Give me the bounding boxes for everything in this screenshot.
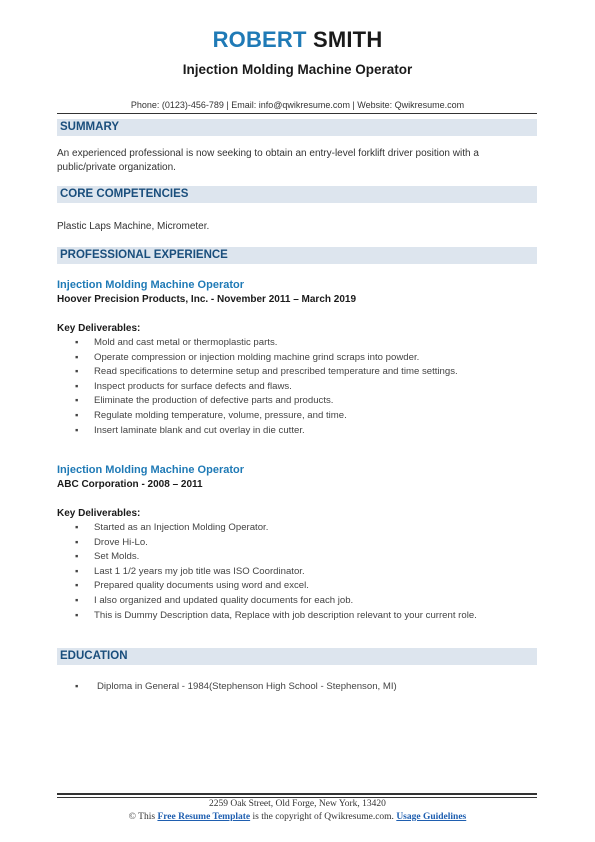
copyright-middle: is the copyright of Qwikresume.com. (252, 812, 394, 822)
bullet-icon: ▪ (75, 409, 79, 421)
bullet-icon: ▪ (75, 551, 79, 563)
list-item: ▪ Insert laminate blank and cut overlay in die cutter. (75, 424, 458, 439)
footer-divider-thin (57, 797, 537, 798)
resume-title: Injection Molding Machine Operator (182, 62, 413, 77)
bullet-icon: ▪ (75, 580, 79, 592)
bullet-icon: ▪ (75, 536, 79, 548)
list-item: ▪ Read specifications to determine setup and prescribed temperature and time settings. (75, 365, 458, 380)
list-item: ▪ Operate compression or injection molding machine grind scraps into powder. (75, 351, 458, 366)
list-item: ▪ Mold and cast metal or thermoplastic parts. (75, 336, 458, 351)
job-1-title: Injection Molding Machine Operator (57, 279, 245, 291)
list-item: ▪ Set Molds. (75, 550, 477, 565)
job-2-title: Injection Molding Machine Operator (57, 464, 245, 476)
competencies-text: Plastic Laps Machine, Micrometer. (57, 221, 210, 232)
list-item: ▪ Last 1 1/2 years my job title was ISO Coordinator. (75, 565, 477, 580)
footer-copyright (0, 812, 595, 822)
last-name: SMITH (312, 27, 383, 52)
contact-divider (57, 113, 537, 114)
job-2-deliverables-label: Key Deliverables: (57, 508, 141, 519)
bullet-icon: ▪ (75, 395, 79, 407)
footer-divider (57, 793, 537, 795)
free-resume-template-link[interactable]: Free Resume Template (157, 812, 251, 822)
candidate-name (0, 27, 595, 53)
job-1-bullet-list (75, 336, 458, 438)
job-1-company: Hoover Precision Products, Inc. - November 2011 – March 2019 (57, 294, 357, 305)
footer-address: 2259 Oak Street, Old Forge, New York, 13420 (209, 799, 386, 809)
list-item: ▪ This is Dummy Description data, Replace with job description relevant to your current role. (75, 609, 477, 624)
list-item: ▪ Drove Hi-Lo. (75, 536, 477, 551)
experience-heading: PROFESSIONAL EXPERIENCE (57, 247, 537, 264)
bullet-icon: ▪ (75, 351, 79, 363)
education-item (75, 681, 397, 692)
bullet-icon: ▪ (75, 565, 79, 577)
usage-guidelines-link[interactable]: Usage Guidelines (396, 812, 467, 822)
list-item: ▪ I also organized and updated quality documents for each job. (75, 594, 477, 609)
job-1-deliverables-label: Key Deliverables: (57, 323, 141, 334)
contact-line: Phone: (0123)-456-789 | Email: info@qwikresume.com | Website: Qwikresume.com (130, 100, 465, 110)
list-item: ▪ Inspect products for surface defects and flaws. (75, 380, 458, 395)
list-item: ▪ Started as an Injection Molding Operator. (75, 521, 477, 536)
first-name: ROBERT (212, 27, 307, 52)
list-item: ▪ Regulate molding temperature, volume, pressure, and time. (75, 409, 458, 424)
summary-text: An experienced professional is now seeking to obtain an entry-level forklift driver position with a public/private organization. (57, 148, 479, 173)
list-item: ▪ Eliminate the production of defective parts and products. (75, 394, 458, 409)
bullet-icon: ▪ (75, 366, 79, 378)
bullet-icon: ▪ (75, 522, 79, 533)
bullet-icon: ▪ (75, 337, 79, 348)
bullet-icon: ▪ (75, 380, 79, 392)
bullet-icon: ▪ (75, 609, 79, 621)
summary-heading: SUMMARY (57, 119, 537, 136)
job-2-company: ABC Corporation - 2008 – 2011 (57, 479, 203, 490)
competencies-heading: CORE COMPETENCIES (57, 186, 537, 203)
education-heading: EDUCATION (57, 648, 537, 665)
education-item-text: Diploma in General - 1984(Stephenson High School - Stephenson, MI) (97, 681, 397, 692)
copyright-prefix: © This (128, 812, 156, 822)
list-item: ▪ Prepared quality documents using word and excel. (75, 579, 477, 594)
job-2-bullet-list (75, 521, 477, 623)
bullet-icon: ▪ (75, 681, 79, 692)
bullet-icon: ▪ (75, 424, 79, 436)
bullet-icon: ▪ (75, 594, 79, 606)
